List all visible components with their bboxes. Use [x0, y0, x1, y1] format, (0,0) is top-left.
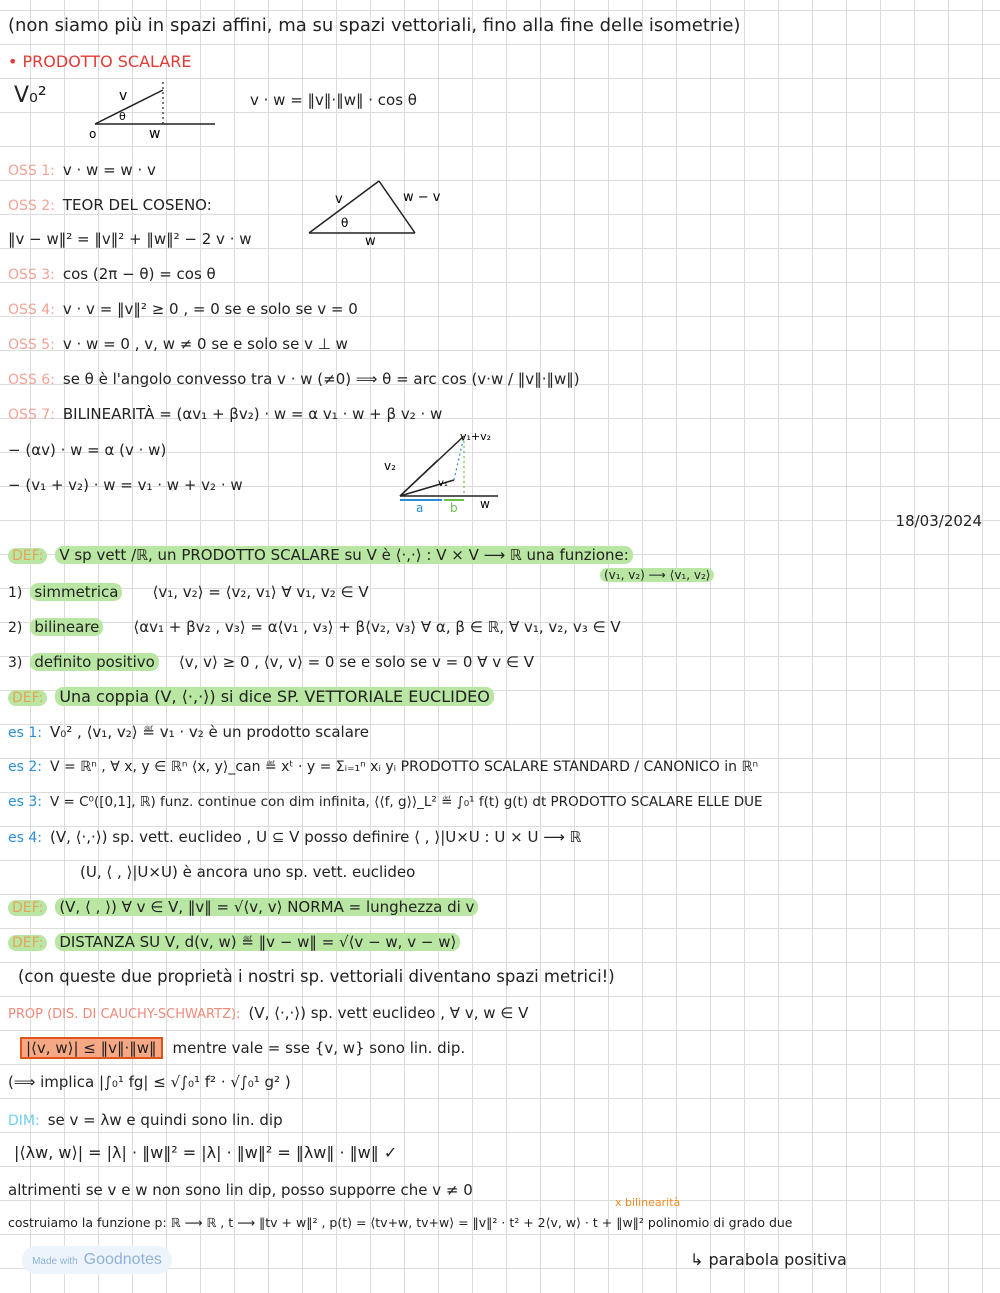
example-3: es 3: V = C⁰([0,1], ℝ) funz. continue con dim infinita, ⟨⟨f, g⟩⟩_L² ≝ ∫₀¹ f(t) g(t) dt PRODOTTO SCALARE ELLE DUE: [8, 794, 763, 810]
fig1-theta-label: θ: [119, 110, 126, 123]
prop-cauchy-schwartz: PROP (DIS. DI CAUCHY-SCHWARTZ): (V, ⟨·,·⟩) sp. vett euclideo , ∀ v, w ∈ V: [8, 1004, 529, 1022]
svg-text:v: v: [335, 192, 343, 207]
metric-note: (con queste due proprietà i nostri sp. vettoriali diventano spazi metrici!): [18, 967, 615, 986]
parabola-note: ↳ parabola positiva: [690, 1250, 847, 1269]
implica-integral: (⟹ implica |∫₀¹ fg| ≤ √∫₀¹ f² · √∫₀¹ g² ): [8, 1073, 291, 1091]
fig1-o-label: o: [89, 127, 97, 141]
example-2: es 2: V = ℝⁿ , ∀ x, y ∈ ℝⁿ ⟨x, y⟩_can ≝ xᵗ · y = Σᵢ₌₁ⁿ xᵢ yᵢ PRODOTTO SCALARE STANDARD / CANONICO in ℝⁿ: [8, 759, 759, 775]
def-sp-euclideo: DEF: Una coppia (V, ⟨·,·⟩) si dice SP. VETTORIALE EUCLIDEO: [8, 687, 494, 708]
figure-cosine-triangle: [305, 175, 465, 249]
prop-1: 1) simmetrica ⟨v₁, v₂⟩ = ⟨v₂, v₁⟩ ∀ v₁, v₂ ∈ V: [8, 583, 369, 601]
svg-text:v₂: v₂: [384, 459, 396, 473]
oss-3: OSS 3: cos (2π − θ) = cos θ: [8, 265, 216, 283]
oss-2-formula: ‖v − w‖² = ‖v‖² + ‖w‖² − 2 v · w: [8, 230, 252, 248]
cauchy-schwartz-inequality: |⟨v, w⟩| ≤ ‖v‖·‖w‖ mentre vale = sse {v, w} sono lin. dip.: [20, 1038, 465, 1058]
dim: DIM: se v = λw e quindi sono lin. dip: [8, 1111, 283, 1129]
def-prodotto-scalare-sub: (v₁, v₂) ⟶ ⟨v₁, v₂⟩: [600, 565, 714, 585]
oss-5: OSS 5: v · w = 0 , v, w ≠ 0 se e solo se v ⊥ w: [8, 335, 348, 353]
oss-7-line-b: − (v₁ + v₂) · w = v₁ · w + v₂ · w: [8, 476, 243, 494]
bilinearity-note: x bilinearità: [615, 1196, 681, 1209]
example-4: es 4: (V, ⟨·,·⟩) sp. vett. euclideo , U ⊆ V posso definire ⟨ , ⟩|U×U : U × U ⟶ ℝ: [8, 828, 582, 846]
svg-text:θ: θ: [341, 216, 349, 230]
def-norma: DEF: (V, ⟨ , ⟩) ∀ v ∈ V, ‖v‖ = √⟨v, v⟩ NORMA = lunghezza di v: [8, 897, 478, 918]
section-title: • PRODOTTO SCALARE: [8, 52, 192, 71]
prop-2: 2) bilineare ⟨αv₁ + βv₂ , v₃⟩ = α⟨v₁ , v₃⟩ + β⟨v₂, v₃⟩ ∀ α, β ∈ ℝ, ∀ v₁, v₂, v₃ ∈ V: [8, 618, 621, 636]
fig1-v-vector: [95, 90, 163, 124]
figure-angle-vectors: [85, 80, 225, 140]
fig1-v-label: v: [119, 88, 128, 104]
header-note: (non siamo più in spazi affini, ma su spazi vettoriali, fino alla fine delle isometrie): [8, 15, 741, 36]
oss-2: OSS 2: TEOR DEL COSENO:: [8, 196, 212, 214]
date: 18/03/2024: [895, 512, 982, 530]
oss-7-line-a: − (αv) · w = α (v · w): [8, 441, 167, 459]
svg-text:v₁+v₂: v₁+v₂: [460, 430, 492, 443]
costruiamo-line: costruiamo la funzione p: ℝ ⟶ ℝ , t ⟶ ‖tv + w‖² , p(t) = ⟨tv+w, tv+w⟩ = ‖v‖² · t² + 2⟨v, w⟩ · t + ‖w‖² polinomio di grado due: [8, 1215, 793, 1230]
svg-text:w: w: [480, 497, 490, 511]
svg-text:a: a: [416, 501, 424, 515]
oss-7: OSS 7: BILINEARITÀ = (αv₁ + βv₂) · w = α v₁ · w + β v₂ · w: [8, 405, 443, 423]
altrimenti-line: altrimenti se v e w non sono lin dip, posso supporre che v ≠ 0: [8, 1181, 473, 1199]
intro-space: V₀²: [14, 83, 47, 108]
def-distanza: DEF: DISTANZA SU V, d(v, w) ≝ ‖v − w‖ = √⟨v − w, v − w⟩: [8, 932, 460, 953]
svg-text:b: b: [450, 501, 458, 515]
intro-formula: v · w = ‖v‖·‖w‖ · cos θ: [250, 91, 417, 109]
dim-line: |⟨λw, w⟩| = |λ| · ‖w‖² = |λ| · ‖w‖² = ‖λw‖ · ‖w‖ ✓: [14, 1143, 398, 1162]
goodnotes-badge: Made with Goodnotes: [22, 1246, 172, 1274]
def-prodotto-scalare: DEF: V sp vett /ℝ, un PRODOTTO SCALARE su V è ⟨·,·⟩ : V × V ⟶ ℝ una funzione:: [8, 545, 633, 566]
svg-text:v₁: v₁: [438, 478, 448, 489]
prop-3: 3) definito positivo ⟨v, v⟩ ≥ 0 , ⟨v, v⟩ = 0 se e solo se v = 0 ∀ v ∈ V: [8, 653, 535, 671]
figure-bilinearity: [380, 428, 510, 513]
example-1: es 1: V₀² , ⟨v₁, v₂⟩ ≝ v₁ · v₂ è un prodotto scalare: [8, 723, 369, 741]
oss-1: OSS 1: v · w = w · v: [8, 161, 156, 179]
svg-text:w − v: w − v: [403, 190, 441, 205]
oss-6: OSS 6: se θ è l'angolo convesso tra v · w (≠0) ⟹ θ = arc cos (v·w / ‖v‖·‖w‖): [8, 370, 580, 388]
svg-text:w: w: [365, 234, 376, 249]
example-4-cont: (U, ⟨ , ⟩|U×U) è ancora uno sp. vett. euclideo: [80, 863, 416, 881]
fig1-w-label: w: [149, 126, 161, 142]
oss-4: OSS 4: v · v = ‖v‖² ≥ 0 , = 0 se e solo se v = 0: [8, 300, 358, 318]
